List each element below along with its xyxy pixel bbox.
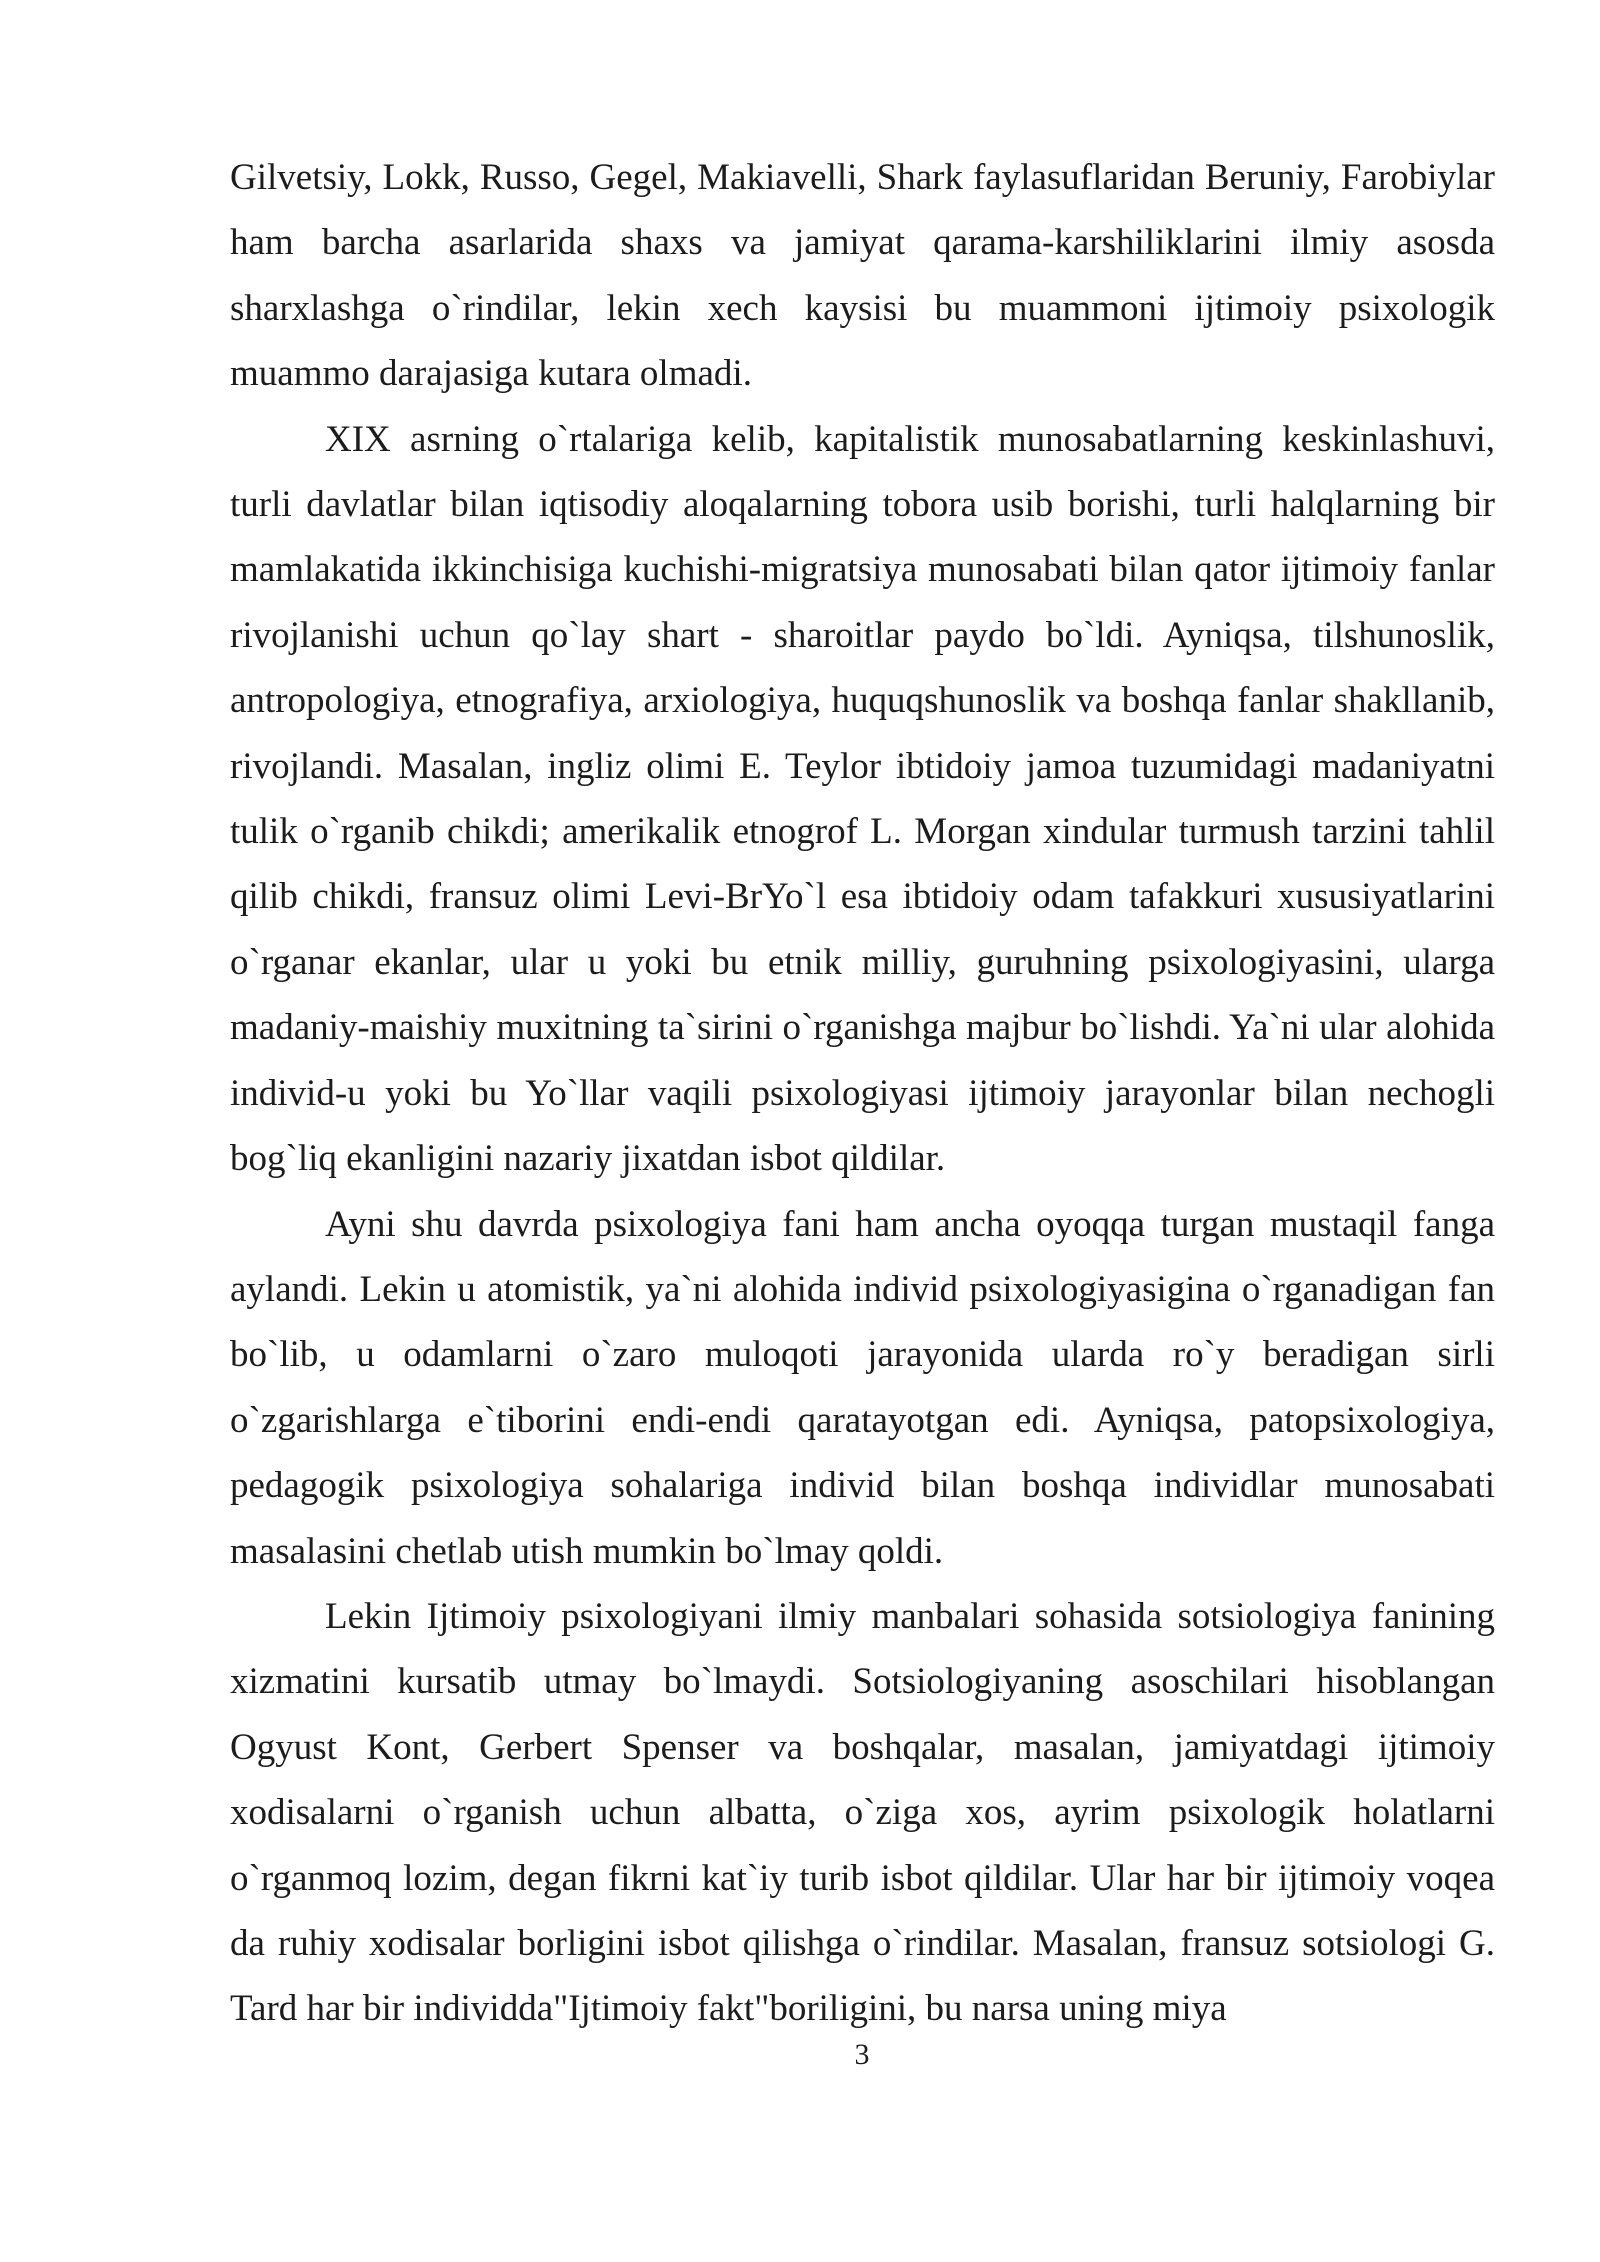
paragraph-4: Lekin Ijtimoiy psixologiyani ilmiy manbalari sohasida sotsiologiya fanining xizmatini kursatib utmay bo`lmaydi. Sotsiologiyaning asoschilari hisoblangan Ogyust Kont, Gerbert Spenser va boshqalar, masalan, jamiyatdagi ijtimoiy xodisalarni o`rganish uchun albatta, o`ziga xos, ayrim psixologik holatlarni o`rganmoq lozim, degan fikrni kat`iy turib isbot qildilar. Ular har bir ijtimoiy voqea da ruhiy xodisalar borligini isbot qilishga o`rindilar. Masalan, fransuz sotsiologi G. Tard har bir individda"Ijtimoiy fakt"boriligini, bu narsa uning miya	[230, 1595, 1495, 2030]
body-text	[230, 145, 1495, 2042]
paragraph-2: XIX asrning o`rtalariga kelib, kapitalistik munosabatlarning keskinlashuvi, turli davlatlar bilan iqtisodiy aloqalarning tobora usib borishi, turli halqlarning bir mamlakatida ikkinchisiga kuchishi-migratsiya munosabati bilan qator ijtimoiy fanlar rivojlanishi uchun qo`lay shart - sharoitlar paydo bo`ldi. Ayniqsa, tilshunoslik, antropologiya, etnografiya, arxiologiya, huquqshunoslik va boshqa fanlar shakllanib, rivojlandi. Masalan, ingliz olimi E. Teylor ibtidoiy jamoa tuzumidagi madaniyatni tulik o`rganib chikdi; amerikalik etnogrof L. Morgan xindular turmush tarzini tahlil qilib chikdi, fransuz olimi Levi-BrYo`l esa ibtidoiy odam tafakkuri xususiyatlarini o`rganar ekanlar, ular u yoki bu etnik milliy, guruhning psixologiyasini, ularga madaniy-maishiy muxitning ta`sirini o`rganishga majbur bo`lishdi. Ya`ni ular alohida individ-u yoki bu Yo`llar vaqili psixologiyasi ijtimoiy jarayonlar bilan nechogli bog`liq ekanligini nazariy jixatdan isbot qildilar.	[230, 418, 1495, 1180]
paragraph-1: Gilvetsiy, Lokk, Russo, Gegel, Makiavelli, Shark faylasuflaridan Beruniy, Farobiylar ham barcha asarlarida shaxs va jamiyat qarama-karshiliklarini ilmiy asosda sharxlashga o`rindilar, lekin xech kaysisi bu muammoni ijtimoiy psixologik muammo darajasiga kutara olmadi.	[230, 157, 1495, 395]
paragraph-3: Ayni shu davrda psixologiya fani ham ancha oyoqqa turgan mustaqil fanga aylandi. Lekin u atomistik, ya`ni alohida individ psixologiyasigina o`rganadigan fan bo`lib, u odamlarni o`zaro muloqoti jarayonida ularda ro`y beradigan sirli o`zgarishlarga e`tiborini endi-endi qaratayotgan edi. Ayniqsa, patopsixologiya, pedagogik psixologiya sohalariga individ bilan boshqa individlar munosabati masalasini chetlab utish mumkin bo`lmay qoldi.	[230, 1203, 1495, 1572]
page-number: 3	[854, 2038, 870, 2071]
